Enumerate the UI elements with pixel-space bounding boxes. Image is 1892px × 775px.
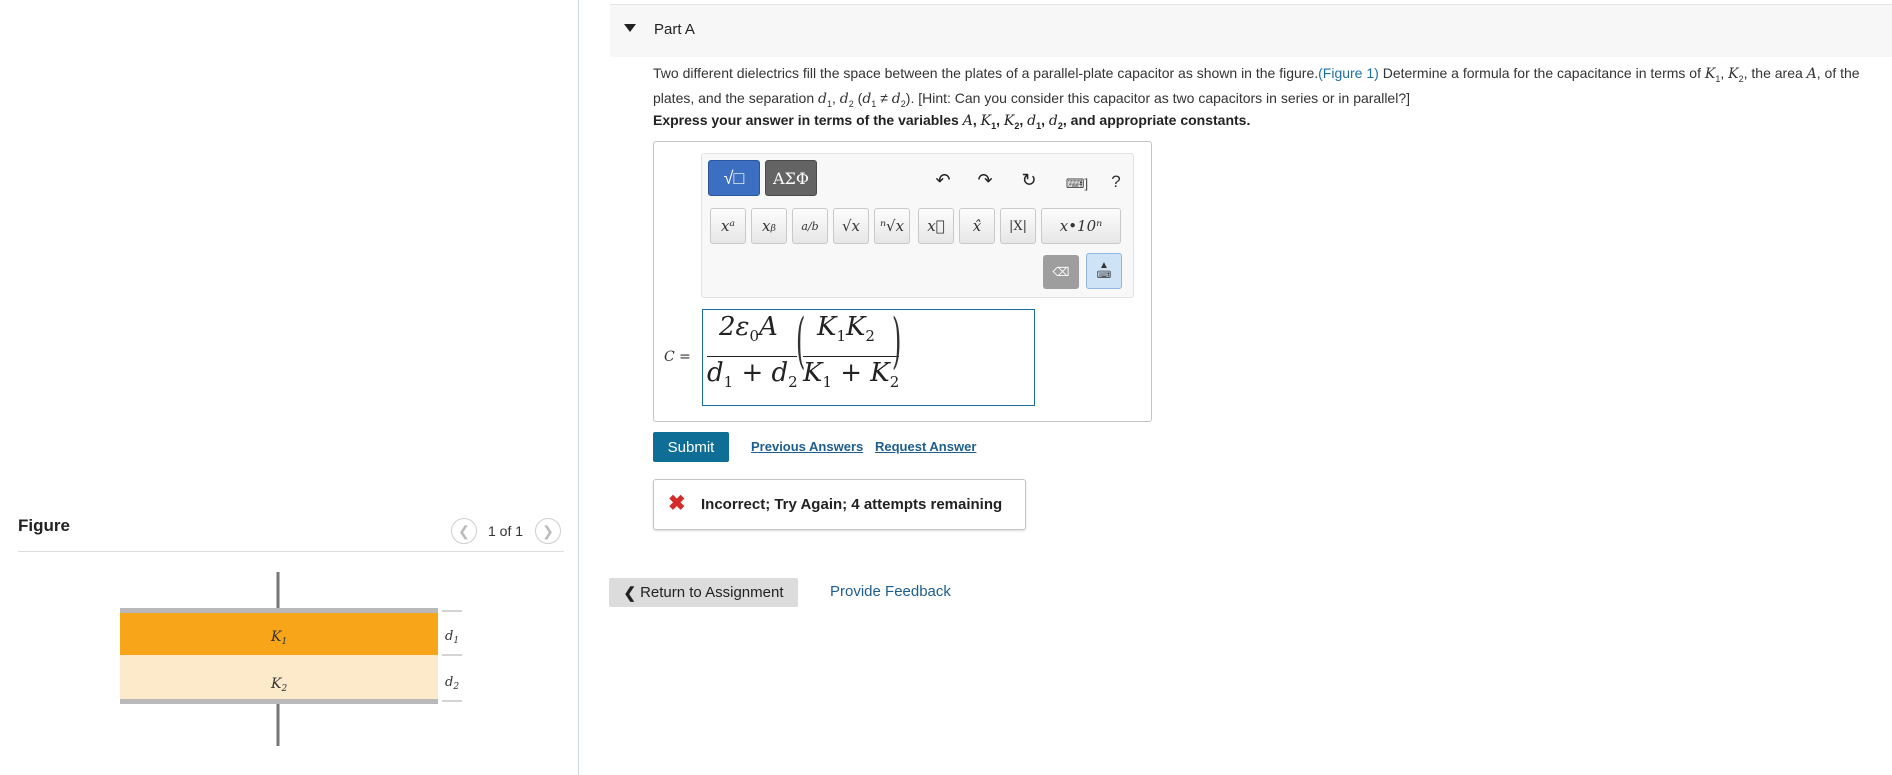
left-paren: ( xyxy=(796,306,806,376)
scientific-notation-button[interactable]: x•10ⁿ xyxy=(1041,208,1121,244)
keyboard-shortcuts-icon[interactable]: ⌨] xyxy=(1065,176,1089,191)
square-root-button[interactable]: √x xyxy=(833,208,869,244)
symbols-tab[interactable]: ΑΣΦ xyxy=(765,160,817,196)
formula-denominator-1: $d_1 + d_2$ xyxy=(707,358,798,391)
subscript-button[interactable]: xᵦ xyxy=(751,208,787,244)
fraction-button[interactable]: a/b xyxy=(792,208,828,244)
triangle-down-icon[interactable] xyxy=(624,24,636,32)
feedback-message: Incorrect; Try Again; 4 attempts remaining xyxy=(701,496,1003,513)
absolute-value-button[interactable]: |X| xyxy=(1000,208,1036,244)
question-text: Two different dielectrics fill the space between the plates of a parallel-plate capacitor as shown in the figure.(Figure 1) Determine a formula for the capacitance in terms of $K_1$, $K_2$, the area A, of the plates, and the separation $d_1$, $d_2$ $(d_1 \ne d_2)$. [Hint: Can you consider this capacitor as two capacitors in series or in parallel?] xyxy=(653,65,1860,109)
chevron-left-icon[interactable]: ❮ xyxy=(451,518,477,544)
return-to-assignment-button[interactable]: ❮ Return to Assignment xyxy=(609,578,798,607)
answer-variable-label: C = xyxy=(664,349,691,365)
capacitor-diagram xyxy=(110,568,470,760)
formula-input[interactable] xyxy=(702,306,1035,406)
bottom-plate xyxy=(120,699,438,704)
undo-icon[interactable]: ↶ xyxy=(935,170,951,190)
instruction: Express your answer in terms of the variables A, $K_1$, $K_2$, $d_1$, $d_2$, and appropriate constants. xyxy=(653,112,1251,131)
help-button[interactable]: ? xyxy=(1111,172,1121,191)
superscript-button[interactable]: xᵃ xyxy=(710,208,746,244)
part-title: Part A xyxy=(654,21,695,38)
keyboard-icon[interactable]: ▲ ⌨ xyxy=(1086,253,1122,289)
formula-denominator-2: $K_1 + K_2$ xyxy=(803,358,900,391)
templates-tab[interactable]: √□ xyxy=(708,160,760,196)
reset-icon[interactable]: ↻ xyxy=(1021,170,1037,190)
backspace-icon[interactable]: ⌫ xyxy=(1043,255,1079,289)
chevron-left-icon: ❮ xyxy=(623,584,637,602)
k2-label: $K_2$ xyxy=(271,676,288,694)
formula-numerator-2: $K_1K_2$ xyxy=(817,312,875,345)
formula-numerator-1: $2\varepsilon_0A$ xyxy=(719,312,778,345)
d2-label: $d_2$ xyxy=(445,675,460,692)
figure-counter: 1 of 1 xyxy=(488,523,524,539)
previous-answers-link[interactable]: Previous Answers xyxy=(751,439,864,454)
chevron-right-icon[interactable]: ❯ xyxy=(535,518,561,544)
vector-button[interactable]: x⃗ xyxy=(918,208,954,244)
provide-feedback-link[interactable]: Provide Feedback xyxy=(830,583,951,600)
top-plate xyxy=(120,608,438,613)
redo-icon[interactable]: ↷ xyxy=(977,170,993,190)
figure-divider xyxy=(18,551,564,552)
request-answer-link[interactable]: Request Answer xyxy=(875,439,977,454)
figure-link[interactable]: (Figure 1) xyxy=(1318,65,1379,81)
nth-root-button[interactable]: ⁿ√x xyxy=(874,208,910,244)
fraction-bar xyxy=(707,356,797,357)
part-header[interactable] xyxy=(610,4,1892,57)
unit-vector-button[interactable]: x̂ xyxy=(959,208,995,244)
k1-label: $K_1$ xyxy=(271,629,288,647)
incorrect-icon: ✖ xyxy=(668,492,686,515)
right-paren: ) xyxy=(892,306,902,376)
d1-label: $d_1$ xyxy=(445,629,460,646)
fraction-bar xyxy=(803,356,899,357)
submit-button[interactable]: Submit xyxy=(653,432,729,462)
figure-title: Figure xyxy=(18,516,70,535)
